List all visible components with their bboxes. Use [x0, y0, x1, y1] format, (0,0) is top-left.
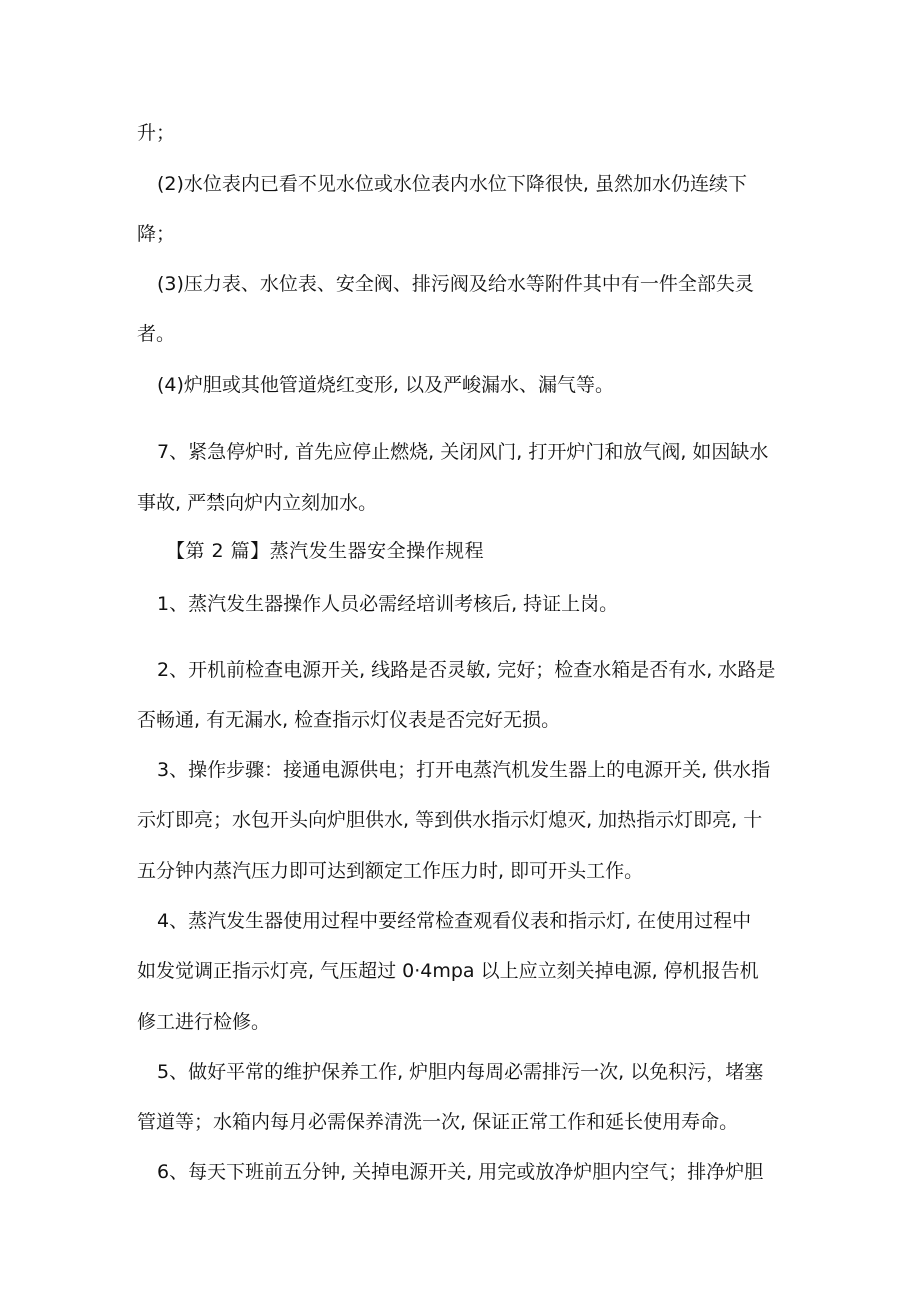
paragraph-line: 7、紧急停炉时, 首先应停止燃烧, 关闭风门, 打开炉门和放气阀, 如因缺水: [157, 441, 769, 463]
paragraph-line: (3)压力表、水位表、安全阀、排污阀及给水等附件其中有一件全部失灵: [157, 273, 754, 295]
paragraph-line: 降；: [137, 223, 176, 245]
paragraph-line: (2)水位表内已看不见水位或水位表内水位下降很快, 虽然加水仍连续下: [157, 173, 747, 195]
paragraph-line: 者。: [137, 323, 176, 345]
paragraph-line: 事故, 严禁向炉内立刻加水。: [137, 492, 378, 514]
paragraph-line: 否畅通, 有无漏水, 检查指示灯仪表是否完好无损。: [137, 709, 561, 731]
paragraph-line: 如发觉调正指示灯亮, 气压超过 0·4mpa 以上应立刻关掉电源, 停机报告机: [137, 960, 759, 982]
paragraph-line: (4)炉胆或其他管道烧红变形, 以及严峻漏水、漏气等。: [157, 374, 614, 396]
paragraph-line: 修工进行检修。: [137, 1011, 271, 1033]
paragraph-line: 4、蒸汽发生器使用过程中要经常检查观看仪表和指示灯, 在使用过程中: [157, 910, 752, 932]
paragraph-line: 1、蒸汽发生器操作人员必需经培训考核后, 持证上岗。: [157, 593, 619, 615]
paragraph-line: 3、操作步骤：接通电源供电；打开电蒸汽机发生器上的电源开关, 供水指: [157, 759, 771, 781]
paragraph-line: 管道等；水箱内每月必需保养清洗一次, 保证正常工作和延长使用寿命。: [137, 1111, 739, 1133]
paragraph-line: 五分钟内蒸汽压力即可达到额定工作压力时, 即可开头工作。: [137, 860, 644, 882]
paragraph-line: 2、开机前检查电源开关, 线路是否灵敏, 完好；检查水箱是否有水, 水路是: [157, 659, 776, 681]
paragraph-line: 升；: [137, 122, 176, 144]
paragraph-line: 5、做好平常的维护保养工作, 炉胆内每周必需排污一次, 以免积污，堵塞: [157, 1061, 764, 1083]
paragraph-line: 6、每天下班前五分钟, 关掉电源开关, 用完或放净炉胆内空气；排净炉胆: [157, 1161, 764, 1183]
paragraph-line: 示灯即亮；水包开头向炉胆供水, 等到供水指示灯熄灭, 加热指示灯即亮, 十: [137, 809, 763, 831]
section-heading: 【第 2 篇】蒸汽发生器安全操作规程: [166, 540, 485, 562]
